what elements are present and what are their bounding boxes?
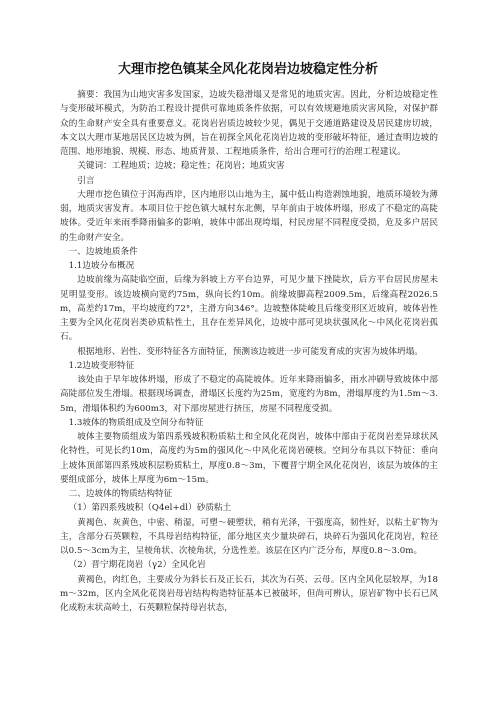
paragraph-1-3: 坡体主要物质组成为第四系残坡积粉质粘土和全风化花岗岩，坡体中部由于花岗岩差异球状风化特性，可见长约10m，高度约为5m的强风化～中风化花岗岩硬核。空间分布具以下特征：垂向上坡体顶部第四系残坡积层粉质粘土，厚度0.8～3m，下覆晋宁期全风化花岗岩，该层为坡体的主要组成部分，坡体上厚度为6m～15m。 [60,432,438,485]
abstract-paragraph: 摘要：我国为山地灾害多发国家，边坡失稳滑塌又是常见的地质灾害。因此，分析边坡稳定性与变形破坏模式，为防治工程设计提供可靠地质条件依据，可以有效规避地质灾害风险，对保护群众的生命财产安全具有重要意义。花岗岩岩质边坡较少见，偶见于交通道路建设及居民建房切坡，本文以大理市某地居民区边坡为例，旨在初探全风化花岗岩边坡的变形破坏特征，通过查明边坡的范围、地形地貌、规模、形态、地质背景、工程地质条件，给出合理可行的治理工程建议。 [60,90,438,157]
paragraph-2-2: 黄褐色，肉红色，主要成分为斜长石及正长石，其次为石英、云母。区内全风化层较厚，为18m～32m，区内全风化花岗岩母岩结构构造特征基本已被破坏，但尚可辨认，原岩矿物中长石已风化成粉末状高岭土，石英颗粒保持母岩状态， [60,574,438,613]
paragraph-1-1: 边坡前缘为高陡临空面，后缘为斜坡上方平台边界，可见少量下挫陡坎，后方平台居民房屋未见明显变形。该边坡横向宽约75m，纵向长约10m。前缘坡脚高程2009.5m，后缘高程2026.5m，高差约17m，平均坡度约72°，主滑方向346°。边坡整体陡峻且后缘变形区近坡肩，坡体岩性主要为全风化花岗岩类砂质粘性土，且存在差异风化，边坡中部可见块状强风化～中风化花岗岩孤石。 [60,275,438,343]
subsection-heading-2-2: （2）晋宁期花岗岩（γ2）全风化岩 [68,560,206,571]
intro-heading: 引言 [77,175,95,186]
document-title: 大理市挖色镇某全风化花岗岩边坡稳定性分析 [117,62,378,77]
paragraph-1-1b: 根据地形、岩性、变形特征各方面特征，预测该边坡进一步可能发育成的灾害为坡体坍塌。 [77,346,423,357]
section-heading-1: 一、边坡地质条件 [68,246,138,257]
subsection-heading-1-3: 1.3坡体的物质组成及空间分布特征 [68,417,204,428]
section-heading-2: 二、边坡体的物质结构特征 [68,489,173,499]
intro-paragraph: 大理市挖色镇位于洱海西岸，区内地形以山地为主，属中低山构造剥蚀地貌，地质环境较为薄弱，地质灾害发育。本项目位于挖色镇大城村东北侧，早年前由于坡体坍塌，形成了不稳定的高陡坡体。受近年来雨季降雨偏多的影响，坡体中部出现垮塌，村民房屋不同程度受损，危及多户居民的生命财产安全。 [60,189,438,243]
subsection-heading-1-2: 1.2边坡变形特征 [68,360,135,371]
paragraph-2-1: 黄褐色、灰黄色，中密、稍湿，可塑～硬塑状，稍有光泽，干强度高，韧性好，以粘土矿物为主，含部分石英颗粒，不具母岩结构特征，部分地区夹少量块碎石，块碎石为强风化花岗岩，粒径以0.5～3cm为主，呈棱角状、次棱角状，分选性差。该层在区内广泛分布，厚度0.8～3.0m。 [60,517,438,556]
subsection-heading-1-1: 1.1边坡分布概况 [68,261,135,271]
keywords-line: 关键词：工程地质；边坡；稳定性；花岗岩；地质灾害 [77,161,285,172]
document-body [60,88,438,615]
subsection-heading-2-1: （1）第四系残坡积（Q4el+dl）砂质粘土 [68,503,232,514]
paragraph-1-2: 该处由于早年坡体坍塌，形成了不稳定的高陡坡体。近年来降雨偏多，雨水冲刷导致坡体中部高陡部位发生滑塌。根据现场调查，滑塌区长度约为25m，宽度约为8m，滑塌厚度约为1.5m～3.5m，滑塌体积约为600m3，对下部房屋进行挤压，房屋不同程度受损。 [60,375,438,414]
